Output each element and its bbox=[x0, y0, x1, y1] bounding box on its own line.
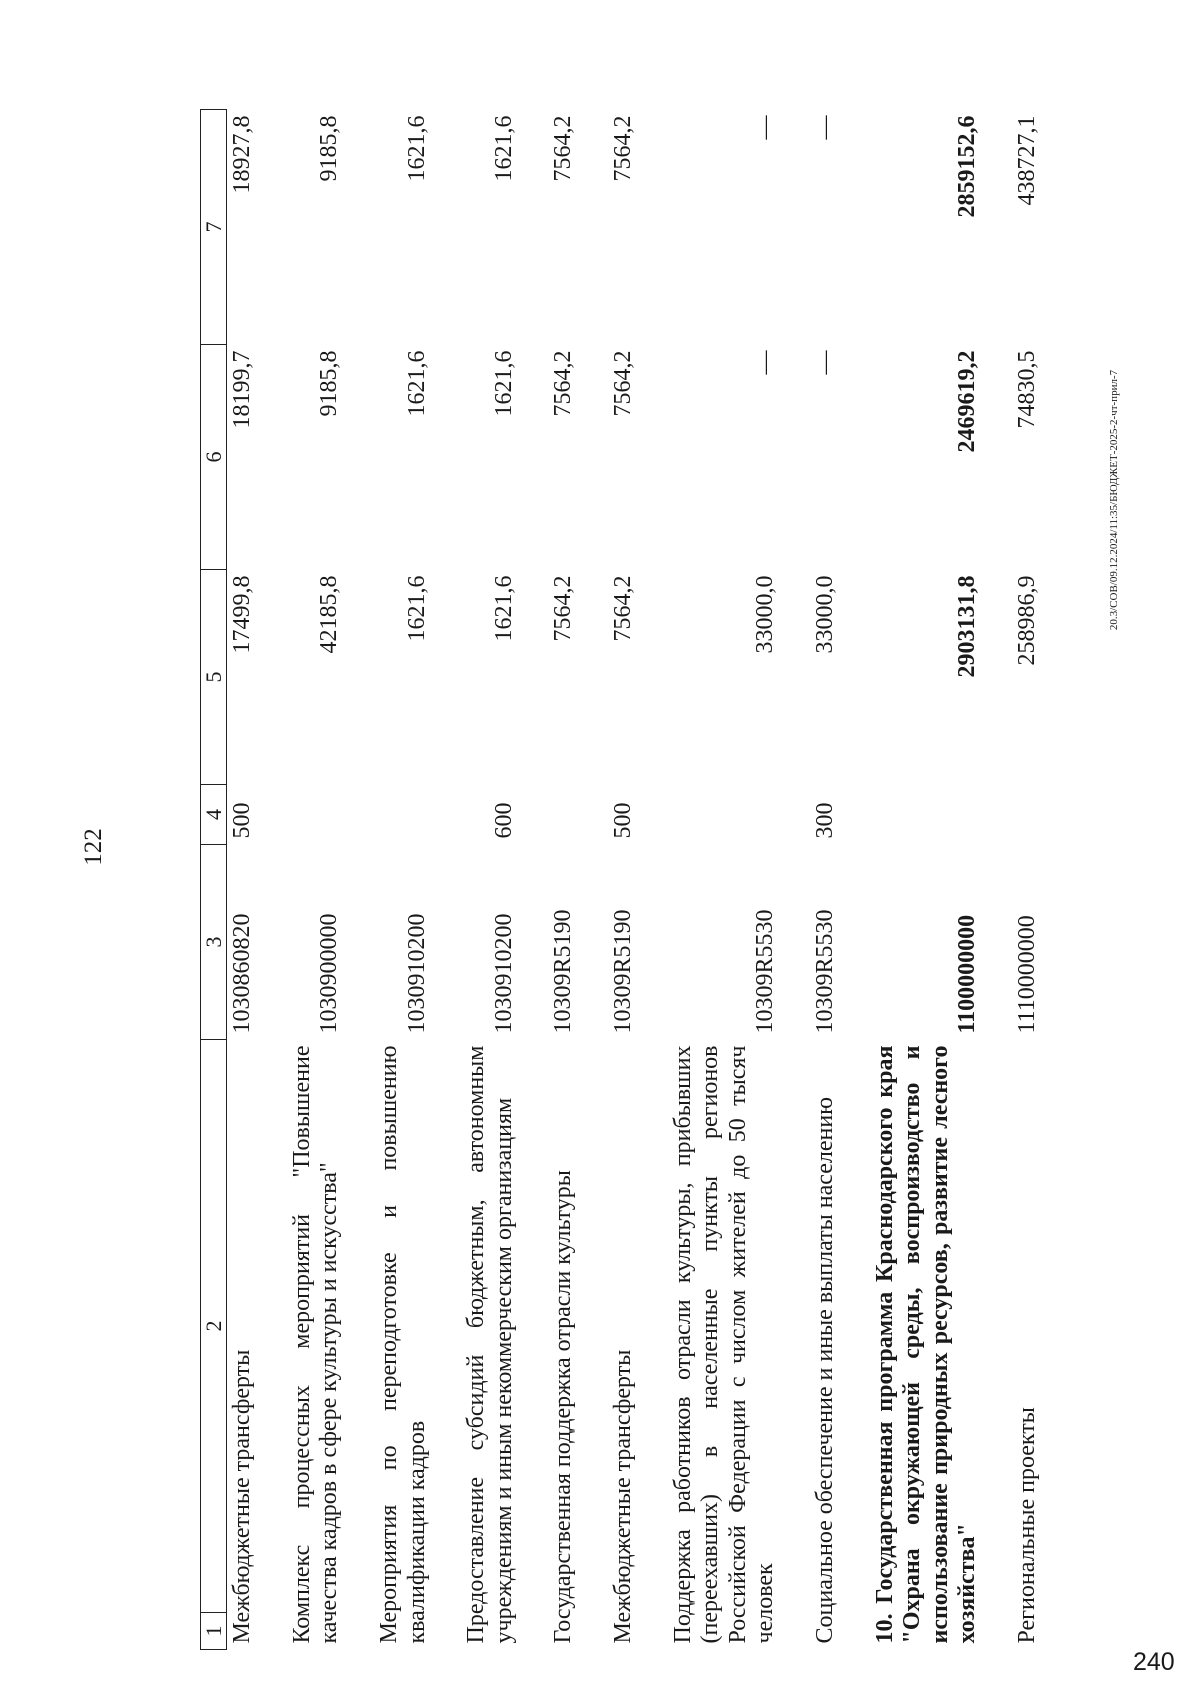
row-value-2025: 258986,9 bbox=[1013, 575, 1040, 666]
header-col-4: 4 bbox=[201, 785, 227, 845]
row-name: Межбюджетные трансферты bbox=[610, 1349, 637, 1644]
row-value-2025: 42185,8 bbox=[316, 575, 343, 654]
row-name: Региональные проекты bbox=[1013, 1407, 1040, 1644]
row-value-2027: 7564,2 bbox=[610, 115, 637, 182]
row-value-2027: 1621,6 bbox=[490, 115, 517, 182]
footer-document-code bbox=[1108, 110, 1120, 890]
row-value-2025: 2903131,8 bbox=[954, 575, 981, 678]
row-name: Социальное обеспечение и иные выплаты населению bbox=[812, 1096, 839, 1644]
row-expense-type bbox=[354, 785, 441, 845]
table-row bbox=[648, 110, 790, 1650]
row-expense-type bbox=[528, 785, 588, 845]
row-code: 1030910200 bbox=[490, 913, 517, 1034]
table-row bbox=[992, 110, 1052, 1650]
row-name: Комплекс процессных мероприятий "Повышение качества кадров в сфере культуры и искусства" bbox=[288, 1045, 343, 1644]
row-name: Поддержка работников отрасли культуры, прибывших (переехавших) в населенные пункты регионов Российской Федерации с числом жителей до 50 тысяч человек bbox=[669, 1045, 779, 1644]
row-value-2027: — bbox=[812, 115, 839, 140]
row-value-2026: — bbox=[812, 350, 839, 375]
row-value-2027: 1621,6 bbox=[403, 115, 430, 182]
row-value-2027: 9185,8 bbox=[316, 115, 343, 182]
row-code: 10309R5190 bbox=[610, 909, 637, 1034]
row-value-2025: 33000,0 bbox=[812, 575, 839, 654]
row-value-2026: 74830,5 bbox=[1013, 350, 1040, 429]
page-number-bottom: 240 bbox=[1133, 1648, 1175, 1676]
row-name: Государственная поддержка отрасли культуры bbox=[550, 1170, 577, 1644]
row-value-2025: 33000,0 bbox=[752, 575, 779, 654]
row-value-2025: 17499,8 bbox=[229, 575, 256, 654]
header-col-7: 7 bbox=[201, 110, 227, 345]
row-value-2027: 2859152,6 bbox=[954, 115, 981, 218]
table-header bbox=[201, 110, 227, 1650]
header-row bbox=[201, 110, 227, 1650]
header-col-5: 5 bbox=[201, 570, 227, 785]
row-expense-type: 500 bbox=[610, 802, 637, 839]
page-number-top: 122 bbox=[80, 828, 107, 866]
row-expense-type: 600 bbox=[490, 802, 517, 839]
row-value-2025: 7564,2 bbox=[610, 575, 637, 642]
row-code: 1110000000 bbox=[1013, 915, 1040, 1034]
row-name: 10. Государственная программа Краснодарского края "Охрана окружающей среды, воспроизводство и использование природных ресурсов, развитие лесного хозяйства" bbox=[871, 1045, 981, 1644]
row-expense-type: 500 bbox=[229, 802, 256, 839]
row-code: 10309R5530 bbox=[812, 909, 839, 1034]
row-code: 10309R5530 bbox=[752, 909, 779, 1034]
row-expense-type bbox=[992, 785, 1052, 845]
row-expense-type bbox=[648, 785, 790, 845]
row-expense-type bbox=[850, 785, 992, 845]
table-row bbox=[354, 110, 441, 1650]
row-value-2027: 438727,1 bbox=[1013, 115, 1040, 206]
row-name: Предоставление субсидий бюджетным, автономным учреждениям и иным некоммерческим организациям bbox=[463, 1045, 517, 1644]
footer-document-code-text: 20.3/СОВ/09.12.2024/11:35/БЮДЖЕТ-2025-2-чт-прил-7 bbox=[1108, 369, 1120, 631]
header-col-3: 3 bbox=[201, 845, 227, 1040]
row-name: Межбюджетные трансферты bbox=[229, 1349, 256, 1644]
table-row bbox=[267, 110, 354, 1650]
row-code: 10309R5190 bbox=[550, 909, 577, 1034]
rotated-table-frame bbox=[200, 110, 1070, 1650]
row-value-2026: 18199,7 bbox=[229, 350, 256, 429]
table-row bbox=[850, 110, 992, 1650]
header-col-2: 2 bbox=[201, 1320, 226, 1332]
table-row bbox=[441, 110, 528, 1650]
row-value-2025: 1621,6 bbox=[490, 575, 517, 642]
header-col-6: 6 bbox=[201, 345, 227, 570]
row-value-2026: 2469619,2 bbox=[954, 350, 981, 453]
row-name: Мероприятия по переподготовке и повышению квалификации кадров bbox=[376, 1045, 430, 1644]
row-value-2025: 7564,2 bbox=[550, 575, 577, 642]
table-row bbox=[588, 110, 648, 1650]
row-code: 1100000000 bbox=[954, 914, 981, 1034]
row-value-2026: 7564,2 bbox=[550, 350, 577, 417]
row-value-2026: 1621,6 bbox=[490, 350, 517, 417]
row-value-2026: — bbox=[752, 350, 779, 375]
row-value-2026: 9185,8 bbox=[316, 350, 343, 417]
row-value-2026: 1621,6 bbox=[403, 350, 430, 417]
row-code: 1030910200 bbox=[403, 913, 430, 1034]
row-value-2026: 7564,2 bbox=[610, 350, 637, 417]
row-code: 1030860820 bbox=[229, 913, 256, 1034]
row-value-2027: 18927,8 bbox=[229, 115, 256, 194]
row-value-2027: 7564,2 bbox=[550, 115, 577, 182]
row-value-2025: 1621,6 bbox=[403, 575, 430, 642]
row-code: 1030900000 bbox=[316, 913, 343, 1034]
row-value-2027: — bbox=[752, 115, 779, 140]
row-expense-type bbox=[267, 785, 354, 845]
budget-table bbox=[200, 109, 1052, 1650]
row-expense-type: 300 bbox=[812, 802, 839, 839]
budget-table-container bbox=[200, 110, 1070, 1650]
header-col-1-2 bbox=[201, 1040, 227, 1650]
table-row bbox=[528, 110, 588, 1650]
table-row bbox=[227, 110, 267, 1650]
table-body bbox=[227, 110, 1052, 1650]
header-col-1: 1 bbox=[201, 1612, 226, 1649]
table-row bbox=[790, 110, 850, 1650]
